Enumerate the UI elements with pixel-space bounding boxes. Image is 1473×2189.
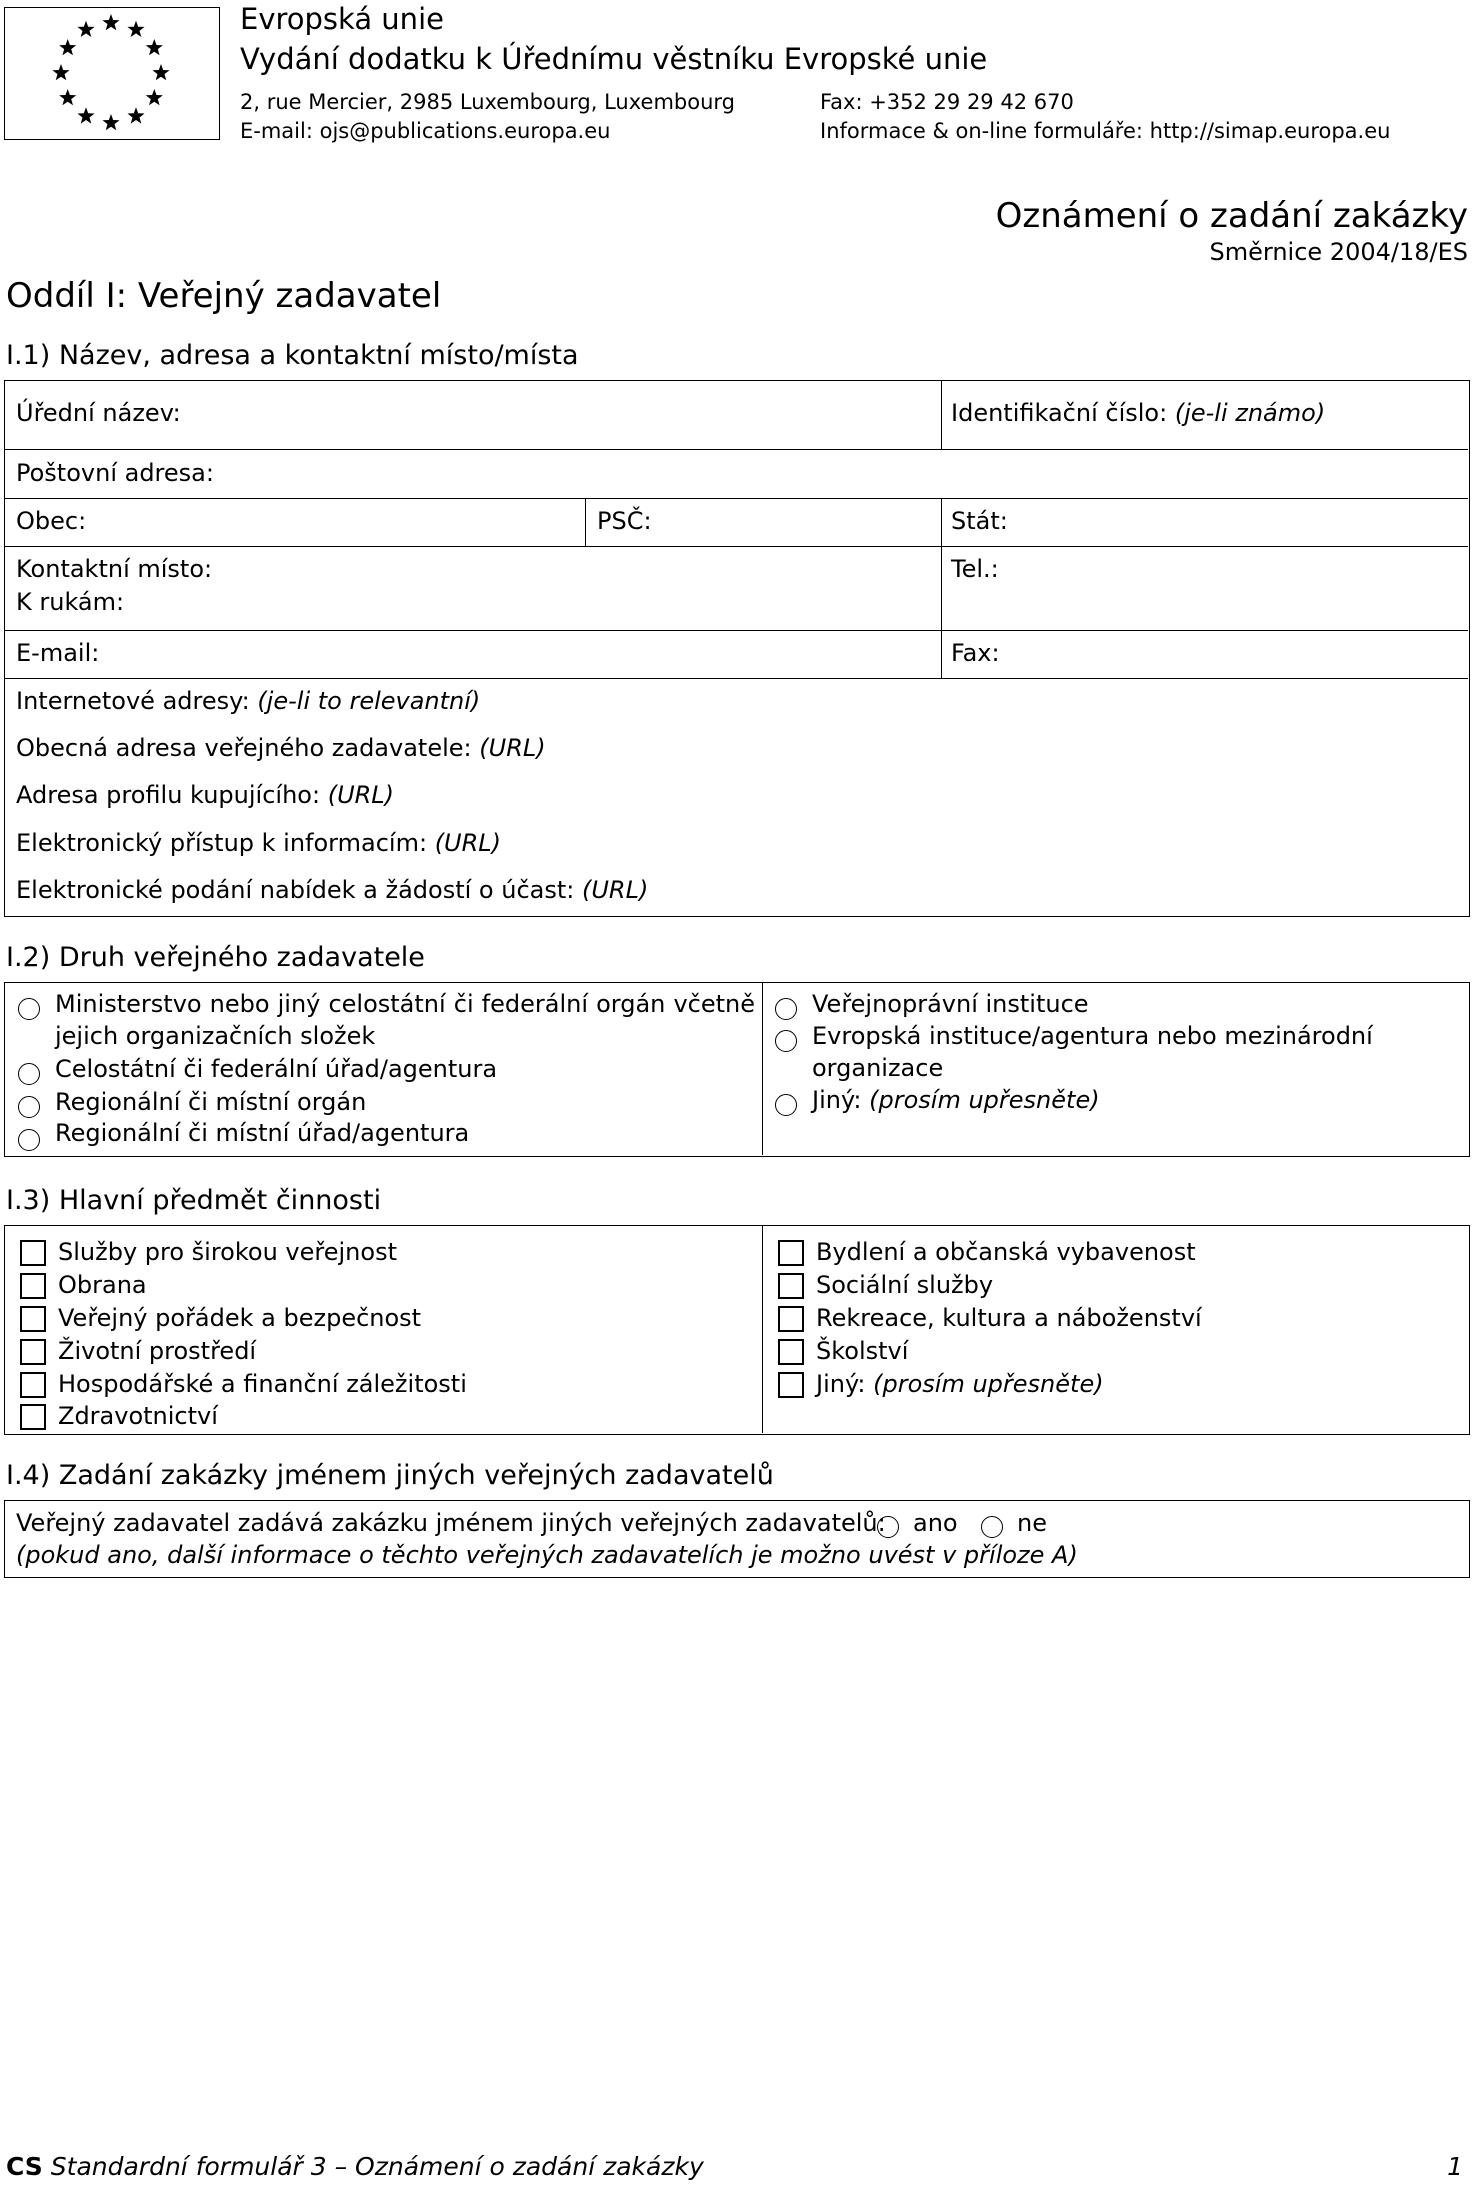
authority-other-radio[interactable]: [775, 1094, 797, 1116]
internet-label: Internetové adresy: (je-li to relevantní): [16, 687, 481, 715]
footer-lang: CS: [6, 2152, 43, 2181]
header-org: Evropská unie: [240, 2, 444, 36]
authority-regional-agency-radio[interactable]: [18, 1129, 40, 1151]
footer-form: Standardní formulář 3 – Oznámení o zadání zakázky: [50, 2152, 704, 2181]
star-icon: [59, 89, 76, 105]
star-icon: [77, 21, 94, 37]
authority-other-label: Jiný: (prosím upřesněte): [812, 1086, 1100, 1114]
s1-1-box: [4, 380, 1470, 917]
activity-defence-label: Obrana: [58, 1271, 147, 1299]
s1-1-title: I.1) Název, adresa a kontaktní místo/místa: [6, 340, 579, 371]
activity-recreation-checkbox[interactable]: [778, 1306, 804, 1332]
id-number-label: Identifikační číslo: (je-li známo): [951, 399, 1326, 427]
activity-public-order-checkbox[interactable]: [20, 1306, 46, 1332]
profile-url-label: Adresa profilu kupujícího: (URL): [16, 781, 395, 809]
on-behalf-no-label: ne: [1017, 1509, 1047, 1537]
eu-flag-logo: [4, 7, 220, 140]
star-icon: [127, 21, 144, 37]
authority-public-law-label: Veřejnoprávní instituce: [812, 990, 1089, 1018]
authority-eu-institution-radio[interactable]: [775, 1030, 797, 1052]
activity-environment-checkbox[interactable]: [20, 1339, 46, 1365]
fax-label: Fax:: [951, 639, 1000, 667]
activity-general-services-label: Služby pro širokou veřejnost: [58, 1238, 397, 1266]
official-name-label: Úřední název:: [16, 399, 181, 427]
town-label: Obec:: [16, 507, 87, 535]
star-icon: [102, 114, 119, 130]
activity-social-label: Sociální služby: [816, 1271, 994, 1299]
activity-education-checkbox[interactable]: [778, 1339, 804, 1365]
star-icon: [77, 107, 94, 123]
activity-other-label: Jiný: (prosím upřesněte): [816, 1370, 1104, 1398]
section-title: Oddíl I: Veřejný zadavatel: [6, 276, 442, 316]
notice-directive: Směrnice 2004/18/ES: [1209, 238, 1468, 266]
activity-health-label: Zdravotnictví: [58, 1402, 218, 1430]
header-info[interactable]: Informace & on-line formuláře: http://simap.europa.eu: [820, 119, 1391, 143]
authority-national-agency-radio[interactable]: [18, 1063, 40, 1085]
on-behalf-yes-radio[interactable]: [877, 1516, 899, 1538]
s1-2-box: [4, 982, 1470, 1157]
s1-4-box: [4, 1500, 1470, 1578]
on-behalf-no-radio[interactable]: [981, 1516, 1003, 1538]
notice-title: Oznámení o zadání zakázky: [995, 196, 1468, 236]
s1-3-title: I.3) Hlavní předmět činnosti: [6, 1185, 382, 1216]
activity-economic-label: Hospodářské a finanční záležitosti: [58, 1370, 467, 1398]
activity-public-order-label: Veřejný pořádek a bezpečnost: [58, 1304, 422, 1332]
activity-general-services-checkbox[interactable]: [20, 1240, 46, 1266]
activity-other-checkbox[interactable]: [778, 1372, 804, 1398]
s1-4-note: (pokud ano, další informace o těchto veřejných zadavatelích je možno uvést v příloze A): [16, 1541, 1078, 1569]
authority-public-law-radio[interactable]: [775, 998, 797, 1020]
footer: [6, 2152, 704, 2181]
s1-4-title: I.4) Zadání zakázky jménem jiných veřejných zadavatelů: [6, 1460, 774, 1491]
star-icon: [127, 107, 144, 123]
s1-3-box: [4, 1225, 1470, 1435]
email-label: E-mail:: [16, 639, 100, 667]
activity-social-checkbox[interactable]: [778, 1273, 804, 1299]
tel-label: Tel.:: [951, 555, 999, 583]
authority-eu-institution-label: Evropská instituce/agentura nebo mezinárodní organizace: [812, 1022, 1373, 1082]
star-icon: [102, 14, 119, 30]
activity-environment-label: Životní prostředí: [58, 1337, 257, 1365]
authority-national-agency-label: Celostátní či federální úřad/agentura: [55, 1055, 498, 1083]
page-number: 1: [1447, 2152, 1463, 2181]
country-label: Stát:: [951, 507, 1008, 535]
s1-4-question: Veřejný zadavatel zadává zakázku jménem jiných veřejných zadavatelů:: [16, 1509, 886, 1537]
authority-regional-label: Regionální či místní orgán: [55, 1088, 367, 1116]
activity-health-checkbox[interactable]: [20, 1404, 46, 1430]
star-icon: [146, 89, 163, 105]
authority-regional-agency-label: Regionální či místní úřad/agentura: [55, 1119, 470, 1147]
header-fax: Fax: +352 29 29 42 670: [820, 90, 1074, 114]
activity-economic-checkbox[interactable]: [20, 1372, 46, 1398]
on-behalf-yes-label: ano: [913, 1509, 958, 1537]
header-email[interactable]: E-mail: ojs@publications.europa.eu: [240, 119, 611, 143]
star-icon: [59, 39, 76, 55]
authority-ministry-label: Ministerstvo nebo jiný celostátní či federální orgán včetně jejich organizačních složek: [55, 990, 755, 1050]
contact-label: Kontaktní místo:: [16, 555, 213, 583]
attention-label: K rukám:: [16, 588, 125, 616]
star-icon: [52, 64, 69, 80]
eu-stars-icon: [5, 8, 218, 138]
header-address: 2, rue Mercier, 2985 Luxembourg, Luxembourg: [240, 90, 735, 114]
postcode-label: PSČ:: [597, 507, 652, 535]
activity-defence-checkbox[interactable]: [20, 1273, 46, 1299]
star-icon: [152, 64, 169, 80]
header-publisher: Vydání dodatku k Úřednímu věstníku Evropské unie: [240, 42, 988, 76]
activity-housing-label: Bydlení a občanská vybavenost: [816, 1238, 1196, 1266]
s1-2-title: I.2) Druh veřejného zadavatele: [6, 942, 425, 973]
activity-housing-checkbox[interactable]: [778, 1240, 804, 1266]
authority-regional-radio[interactable]: [18, 1096, 40, 1118]
star-icon: [146, 39, 163, 55]
activity-recreation-label: Rekreace, kultura a náboženství: [816, 1304, 1202, 1332]
submit-url-label: Elektronické podání nabídek a žádostí o účast: (URL): [16, 876, 649, 904]
access-url-label: Elektronický přístup k informacím: (URL): [16, 829, 502, 857]
general-url-label: Obecná adresa veřejného zadavatele: (URL): [16, 734, 546, 762]
postal-address-label: Poštovní adresa:: [16, 459, 214, 487]
activity-education-label: Školství: [816, 1337, 909, 1365]
authority-ministry-radio[interactable]: [18, 998, 40, 1020]
